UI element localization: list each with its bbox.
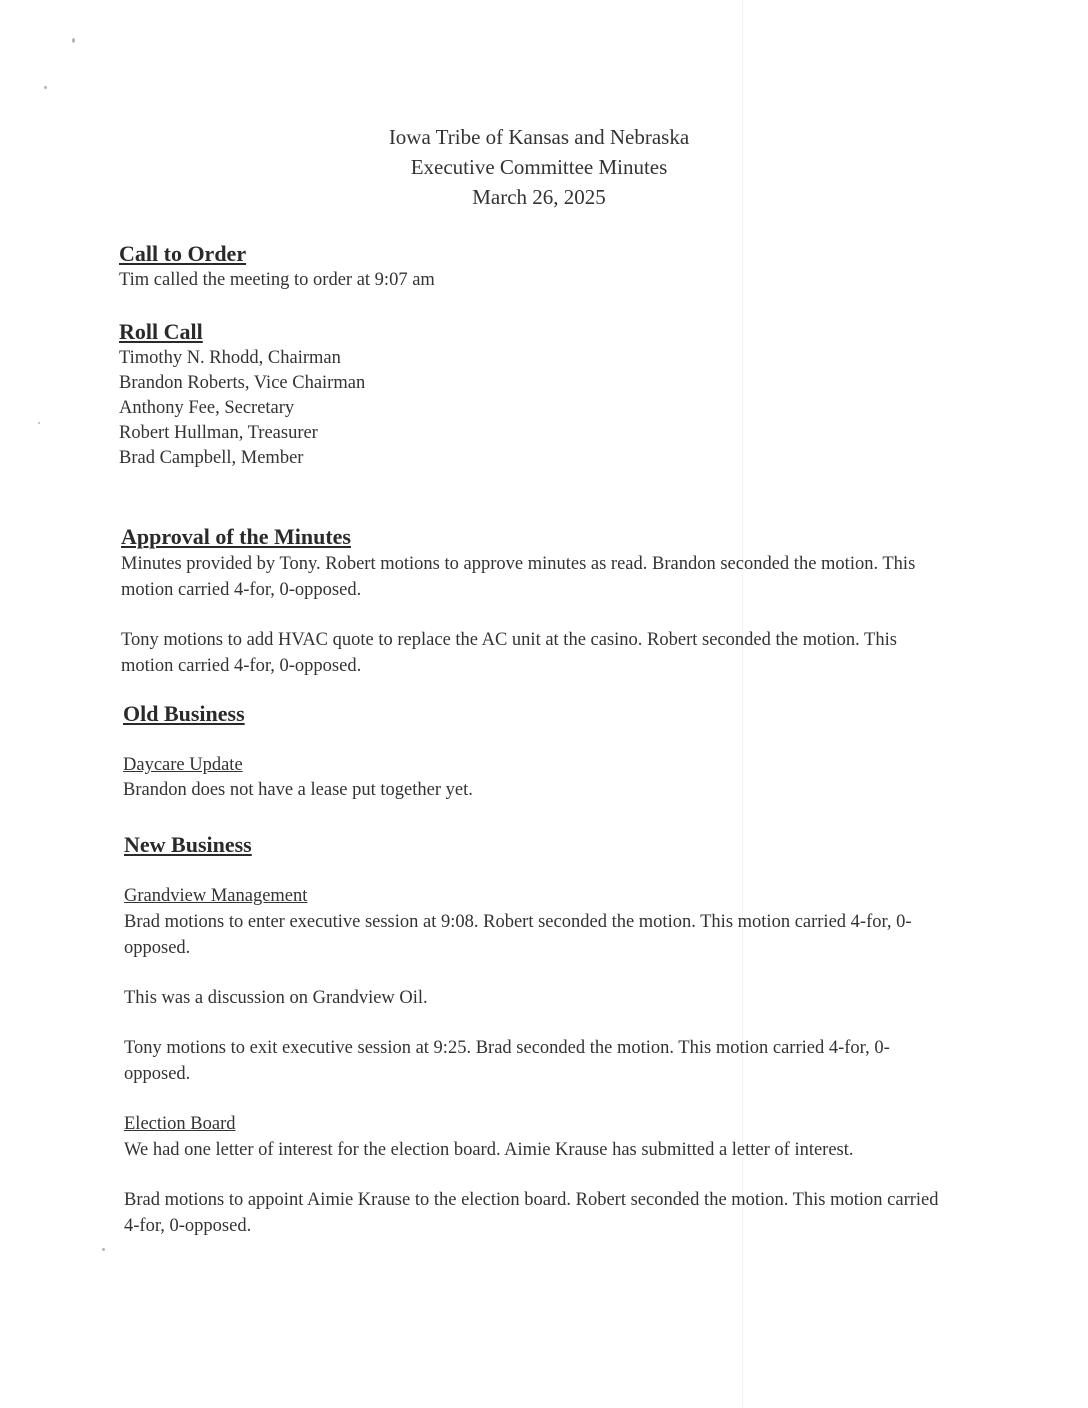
old-business-heading: Old Business — [123, 701, 245, 726]
meeting-date: March 26, 2025 — [472, 185, 606, 209]
document-title: Executive Committee Minutes — [410, 155, 668, 179]
roll-call-heading: Roll Call — [119, 319, 203, 344]
approval-heading: Approval of the Minutes — [121, 524, 351, 549]
election-paragraph: Brad motions to appoint Aimie Krause to the election board. Robert seconded the motion. This motion carried 4-for, 0-opposed. — [124, 1190, 939, 1236]
approval-paragraph: Minutes provided by Tony. Robert motions to approve minutes as read. Brandon seconded the motion. This motion carried 4-for, 0-opposed. — [121, 554, 916, 600]
roll-call-member: Timothy N. Rhodd, Chairman — [119, 348, 341, 368]
call-to-order-text: Tim called the meeting to order at 9:07 am — [119, 270, 435, 290]
daycare-update-title: Daycare Update — [123, 755, 243, 775]
section-new-business — [124, 831, 944, 1239]
organization-name: Iowa Tribe of Kansas and Nebraska — [388, 125, 690, 149]
grandview-paragraph: This was a discussion on Grandview Oil. — [124, 988, 428, 1008]
scan-speck — [44, 86, 47, 89]
grandview-paragraph: Tony motions to exit executive session at 9:25. Brad seconded the motion. This motion carried 4-for, 0-opposed. — [124, 1038, 890, 1084]
document-header — [0, 122, 1078, 212]
scan-speck — [102, 1248, 105, 1251]
daycare-update-text: Brandon does not have a lease put together yet. — [123, 780, 473, 800]
roll-call-member: Robert Hullman, Treasurer — [119, 423, 318, 443]
roll-call-member: Anthony Fee, Secretary — [119, 398, 295, 418]
election-board-title: Election Board — [124, 1114, 236, 1134]
section-approval-of-minutes — [121, 523, 941, 679]
scan-speck — [38, 422, 40, 424]
scan-speck — [72, 38, 75, 43]
approval-paragraph: Tony motions to add HVAC quote to replace the AC unit at the casino. Robert seconded the motion. This motion carried 4-for, 0-opposed. — [121, 630, 897, 676]
call-to-order-heading: Call to Order — [119, 241, 247, 266]
roll-call-member: Brad Campbell, Member — [119, 448, 304, 468]
election-paragraph: We had one letter of interest for the election board. Aimie Krause has submitted a letter of interest. — [124, 1140, 854, 1160]
section-call-to-order — [119, 240, 949, 293]
section-roll-call — [119, 318, 949, 471]
grandview-paragraph: Brad motions to enter executive session at 9:08. Robert seconded the motion. This motion carried 4-for, 0-opposed. — [124, 912, 912, 958]
grandview-management-title: Grandview Management — [124, 886, 308, 906]
roll-call-member: Brandon Roberts, Vice Chairman — [119, 373, 366, 393]
new-business-heading: New Business — [124, 832, 252, 857]
section-old-business — [123, 700, 953, 803]
